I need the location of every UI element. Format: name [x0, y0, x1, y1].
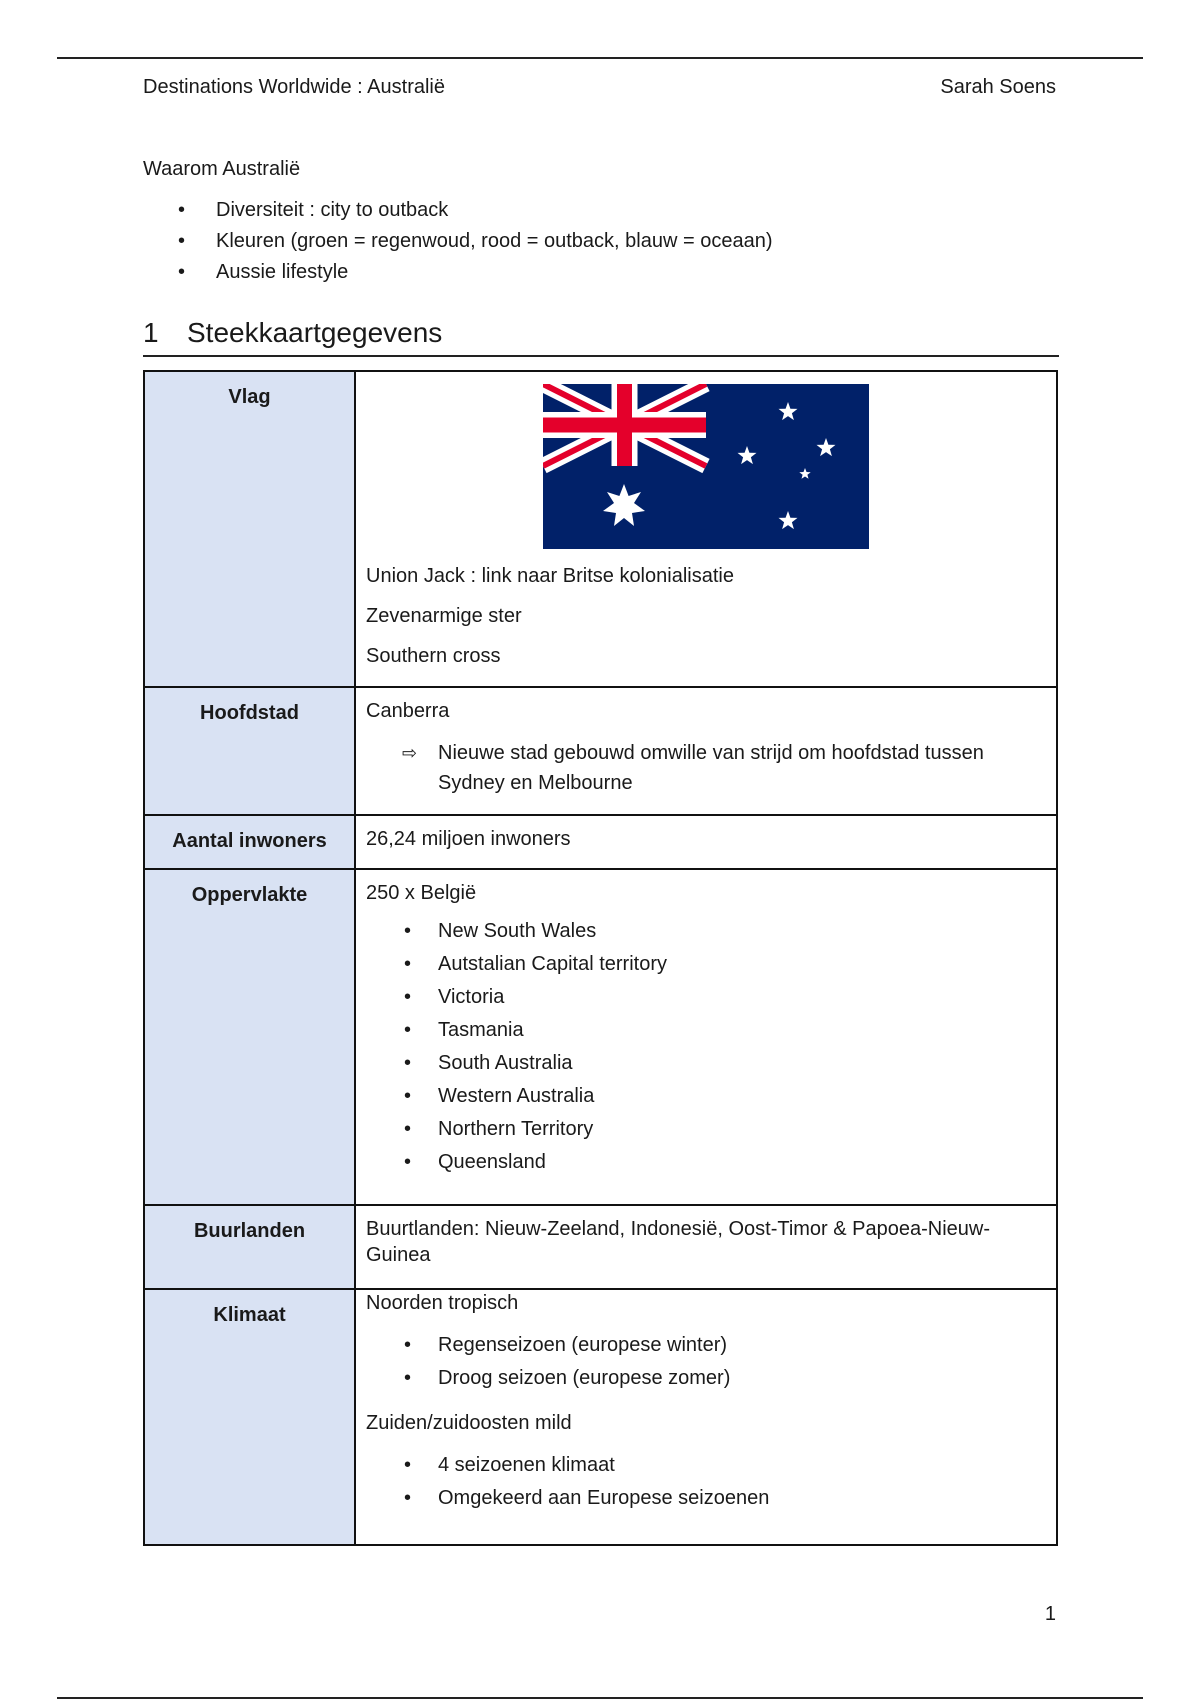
- top-rule: [57, 57, 1143, 59]
- list-item: • Northern Territory: [366, 1116, 1046, 1149]
- list-item: • Queensland: [366, 1149, 1046, 1182]
- row-label: Hoofdstad: [144, 687, 355, 815]
- row-value: [355, 815, 1057, 869]
- list-item: • Diversiteit : city to outback: [143, 198, 772, 229]
- neighbours-value: Buurtlanden: Nieuw-Zeeland, Indonesië, Oost-Timor & Papoea-Nieuw-Guinea: [366, 1218, 991, 1266]
- row-label: Oppervlakte: [144, 869, 355, 1205]
- capital-note: [366, 738, 1046, 798]
- list-item: • South Australia: [366, 1050, 1046, 1083]
- row-value: [355, 687, 1057, 815]
- row-value: [355, 1289, 1057, 1545]
- list-item: • Tasmania: [366, 1017, 1046, 1050]
- section-heading: [143, 315, 1059, 357]
- capital-value: Canberra: [366, 700, 450, 722]
- list-item: • 4 seizoenen klimaat: [366, 1452, 1046, 1485]
- climate-south: Zuiden/zuidoosten mild: [366, 1412, 572, 1434]
- flag-container: [366, 382, 1046, 549]
- list-item: • Regenseizoen (europese winter): [366, 1332, 1046, 1365]
- intro-heading: Waarom Australië: [143, 158, 301, 180]
- list-item: • New South Wales: [366, 918, 1046, 951]
- section-number: 1: [143, 317, 159, 348]
- list-item: • Droog seizoen (europese zomer): [366, 1365, 1046, 1398]
- climate-north-list: [366, 1332, 1046, 1398]
- list-item: • Omgekeerd aan Europese seizoenen: [366, 1485, 1046, 1518]
- list-item: • Kleuren (groen = regenwoud, rood = outback, blauw = oceaan): [143, 229, 772, 260]
- table-row: [144, 1289, 1057, 1545]
- arrow-right-outline-icon: ⇨: [402, 743, 418, 763]
- row-label: Aantal inwoners: [144, 815, 355, 869]
- row-label: Buurlanden: [144, 1205, 355, 1289]
- table-row: [144, 371, 1057, 687]
- row-value: [355, 1205, 1057, 1289]
- area-value: 250 x België: [366, 882, 477, 904]
- australian-flag-image: [543, 384, 869, 549]
- fact-table: [143, 370, 1058, 1546]
- flag-note: Southern cross: [366, 645, 501, 667]
- list-item: • Victoria: [366, 984, 1046, 1017]
- page-number: 1: [1044, 1603, 1056, 1625]
- list-item: • Western Australia: [366, 1083, 1046, 1116]
- list-item: • Autstalian Capital territory: [366, 951, 1046, 984]
- climate-north: Noorden tropisch: [366, 1292, 519, 1314]
- row-label: Vlag: [144, 371, 355, 687]
- climate-south-list: [366, 1452, 1046, 1518]
- capital-note-text: Nieuwe stad gebouwd omwille van strijd om hoofdstad tussen Sydney en Melbourne: [438, 742, 984, 794]
- population-value: 26,24 miljoen inwoners: [366, 828, 571, 850]
- table-row: [144, 815, 1057, 869]
- flag-note: Zevenarmige ster: [366, 605, 522, 627]
- section-title: Steekkaartgegevens: [187, 317, 443, 348]
- flag-note: Union Jack : link naar Britse kolonialisatie: [366, 565, 734, 587]
- row-label: Klimaat: [144, 1289, 355, 1545]
- list-item: • Aussie lifestyle: [143, 260, 772, 291]
- table-row: [144, 687, 1057, 815]
- header-author: Sarah Soens: [940, 76, 1056, 98]
- table-row: [144, 869, 1057, 1205]
- row-value: [355, 869, 1057, 1205]
- union-jack-icon: [543, 384, 706, 466]
- intro-bullet-list: [143, 198, 772, 291]
- bottom-rule: [57, 1697, 1143, 1699]
- table-row: [144, 1205, 1057, 1289]
- row-value: [355, 371, 1057, 687]
- states-list: [366, 918, 1046, 1182]
- header-title: Destinations Worldwide : Australië: [143, 76, 445, 98]
